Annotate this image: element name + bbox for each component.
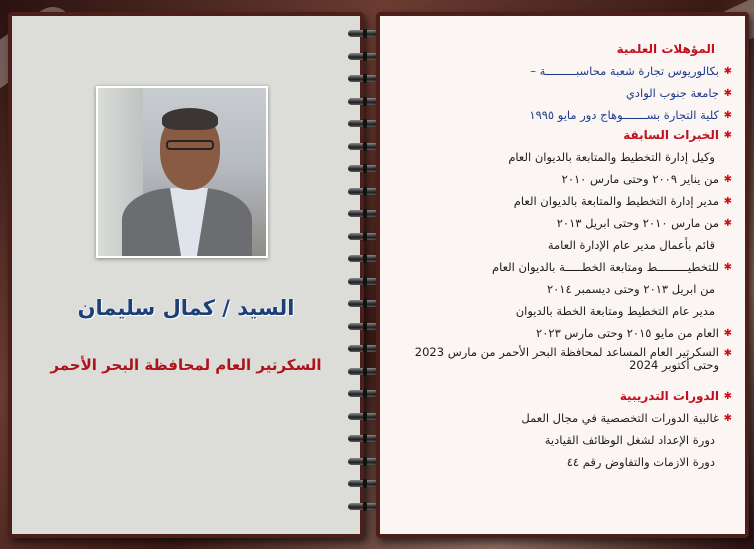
red-asterisk-icon: ✱ (723, 328, 732, 339)
cv-line (400, 64, 732, 79)
red-asterisk-icon: ✱ (723, 262, 732, 273)
cv-text: دورة الازمات والتفاوض رقم ٤٤ (566, 455, 715, 469)
cv-line (400, 108, 732, 123)
cv-line (400, 326, 732, 341)
person-name: السيد / كمال سليمان (77, 296, 295, 320)
cv-text: الخبرات السابقة (623, 128, 719, 142)
red-asterisk-icon: ✱ (723, 130, 732, 141)
cv-line (400, 86, 732, 101)
cv-text: غالبية الدورات التخصصية في مجال العمل (521, 411, 719, 425)
section-heading (400, 128, 732, 143)
cv-text: جامعة جنوب الوادي (625, 86, 719, 100)
cv-line (400, 216, 732, 231)
cv-line (400, 346, 732, 372)
profile-photo (96, 86, 268, 258)
cv-text: من ابريل ٢٠١٣ وحتى ديسمبر ٢٠١٤ (546, 282, 715, 296)
person-title: السكرتير العام لمحافظة البحر الأحمر (50, 356, 322, 374)
red-asterisk-icon: ✱ (723, 110, 732, 121)
red-asterisk-icon: ✱ (723, 413, 732, 424)
section-heading (400, 42, 732, 57)
cv-line (400, 150, 732, 165)
cv-line (400, 260, 732, 275)
cv-text: المؤهلات العلمية (616, 42, 715, 56)
cv-text: وكيل إدارة التخطيط والمتابعة بالديوان العام (508, 150, 715, 164)
cv-content (400, 42, 732, 470)
red-asterisk-icon: ✱ (723, 391, 732, 402)
left-page (8, 12, 364, 538)
cv-text: مدير عام التخطيط ومتابعة الخطة بالديوان (515, 304, 715, 318)
cv-line (400, 282, 732, 297)
cv-line (400, 411, 732, 426)
cv-line (400, 304, 732, 319)
red-asterisk-icon: ✱ (723, 174, 732, 185)
red-asterisk-icon: ✱ (723, 218, 732, 229)
cv-text: العام من مايو ٢٠١٥ وحتى مارس ٢٠٢٣ (536, 326, 719, 340)
right-page (376, 12, 749, 538)
cv-text: بكالوريوس تجارة شعبة محاسبـــــــــة – (530, 64, 719, 78)
cv-text: كلية التجارة بســـــــوهاج دور مايو ١٩٩٥ (529, 108, 719, 122)
red-asterisk-icon: ✱ (723, 348, 732, 359)
cv-text: من مارس ٢٠١٠ وحتى ابريل ٢٠١٣ (556, 216, 719, 230)
cv-text: السكرتير العام المساعد لمحافظة البحر الأحمر من مارس 2023 وحتى أكتوبر 2024 (414, 345, 719, 372)
cv-text: مدير إدارة التخطيط والمتابعة بالديوان العام (513, 194, 719, 208)
cv-line (400, 433, 732, 448)
red-asterisk-icon: ✱ (723, 66, 732, 77)
red-asterisk-icon: ✱ (723, 88, 732, 99)
cv-line (400, 238, 732, 253)
cv-text: الدورات التدريبية (619, 389, 719, 403)
red-asterisk-icon: ✱ (723, 196, 732, 207)
section-heading (400, 389, 732, 404)
cv-text: قائم بأعمال مدير عام الإدارة العامة (547, 238, 715, 252)
cv-line (400, 455, 732, 470)
cv-text: دورة الإعداد لشغل الوظائف القيادية (544, 433, 715, 447)
cv-line (400, 194, 732, 209)
cv-text: للتخطيـــــــــط ومتابعة الخطـــــة بالديوان العام (491, 260, 719, 274)
cv-line (400, 172, 732, 187)
notebook (8, 6, 746, 542)
cv-text: من يناير ٢٠٠٩ وحتى مارس ٢٠١٠ (561, 172, 719, 186)
